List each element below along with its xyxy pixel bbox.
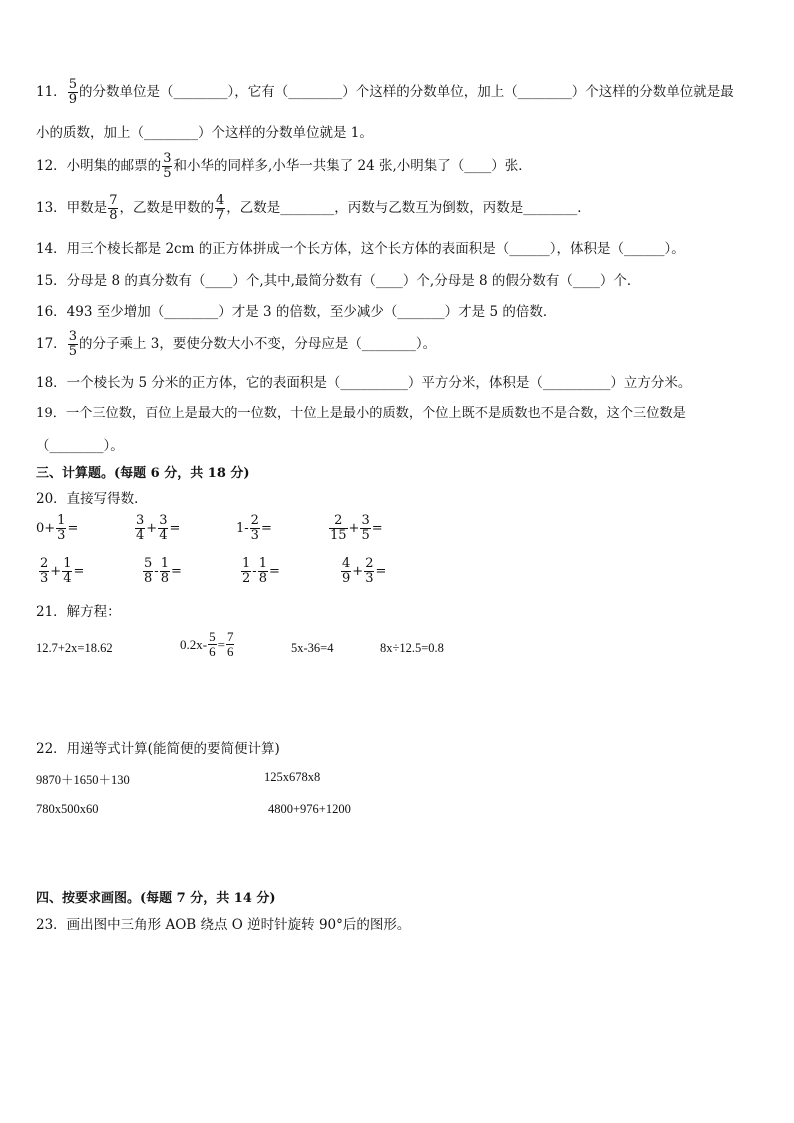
q13-lead: 13．甲数是 <box>36 200 108 216</box>
section-4-heading: 四、按要求画图。(每题 7 分，共 14 分) <box>36 891 276 906</box>
q21-equation-4: 8x÷12.5=0.8 <box>380 641 444 655</box>
question-16: 16．493 至少增加（________）才是 3 的倍数，至少减少（_______）才是 5 的倍数． <box>36 304 557 320</box>
section-3-heading: 三、计算题。(每题 6 分，共 18 分) <box>36 466 250 481</box>
q22-calc-3: 780x500x60 <box>36 802 99 816</box>
question-15: 15．分母是 8 的真分数有（____）个,其中,最简分数有（____）个,分母是 8 的假分数有（____）个． <box>36 273 641 289</box>
q11-text: 的分数单位是（________），它有（________）个这样的分数单位，加上（________）个这样的分数单位就是最 <box>78 84 734 100</box>
question-20-title: 20．直接写得数． <box>36 491 148 507</box>
question-18: 18．一个棱长为 5 分米的正方体，它的表面积是（__________）平方分米，体积是（__________）立方分米。 <box>36 375 692 391</box>
q12-fraction: $\frac{3}{5}$ <box>163 151 172 181</box>
question-21-title: 21．解方程： <box>36 604 121 620</box>
question-19-cont: （________）。 <box>36 438 124 454</box>
q21-equation-1: 12.7+2x=18.62 <box>36 641 113 655</box>
q20-expr-1: 0+ $\frac{1}{3}$ = <box>36 513 79 543</box>
q22-calc-2: 125x678x8 <box>264 770 321 784</box>
q20-expr-3: 1- $\frac{2}{3}$ = <box>236 513 272 543</box>
q13-text: ，乙数是________，丙数与乙数互为倒数，丙数是________． <box>226 200 591 216</box>
question-17 <box>36 330 436 359</box>
q20-expr-6: $\frac{5}{8}$ - $\frac{1}{8}$ = <box>144 556 182 586</box>
question-11-cont: 小的质数，加上（________）个这样的分数单位就是 1。 <box>36 125 373 141</box>
q21-equation-2: 0.2x- $\frac{5}{6}$ = $\frac{7}{6}$ <box>180 629 234 659</box>
question-12 <box>36 152 532 181</box>
q11-number: 11． <box>36 84 67 100</box>
q22-calc-4: 4800+976+1200 <box>268 802 351 816</box>
q20-expr-4: $\frac{2}{15}$ + $\frac{3}{5}$ = <box>330 513 383 543</box>
q13-fraction-1: $\frac{7}{8}$ <box>109 193 118 223</box>
q20-expr-5: $\frac{2}{3}$ + $\frac{1}{4}$ = <box>40 556 85 586</box>
q22-calc-1: 9870＋1650＋130 <box>36 773 130 787</box>
q20-expr-2: $\frac{3}{4}$ + $\frac{3}{4}$ = <box>136 513 181 543</box>
question-11 <box>36 78 734 107</box>
q20-expr-7: $\frac{1}{2}$ - $\frac{1}{8}$ = <box>242 556 280 586</box>
question-22-title: 22．用递等式计算(能简便的要简便计算) <box>36 741 280 757</box>
q13-fraction-2: $\frac{4}{7}$ <box>215 193 225 223</box>
question-14: 14．用三个棱长都是 2cm 的正方体拼成一个长方体，这个长方体的表面积是（______），体积是（______）。 <box>36 241 685 257</box>
question-23: 23．画出图中三角形 AOB 绕点 O 逆时针旋转 90°后的图形。 <box>36 917 411 933</box>
q17-text: 的分子乘上 3，要使分数大小不变，分母应是（________）。 <box>78 336 437 352</box>
q21-equation-3: 5x-36=4 <box>291 641 334 655</box>
question-13 <box>36 194 591 223</box>
q13-mid: ，乙数是甲数的 <box>119 200 214 216</box>
q12-text: 和小华的同样多,小华一共集了 24 张,小明集了（____）张． <box>173 158 532 174</box>
q12-lead: 12．小明集的邮票的 <box>36 158 162 174</box>
q11-fraction: $\frac{5}{9}$ <box>68 77 77 107</box>
q17-number: 17． <box>36 336 67 352</box>
question-19: 19．一个三位数，百位上是最大的一位数，十位上是最小的质数，个位上既不是质数也不是合数，这个三位数是 <box>36 406 686 421</box>
q17-fraction: $\frac{3}{5}$ <box>68 329 77 359</box>
q20-expr-8: $\frac{4}{9}$ + $\frac{2}{3}$ = <box>342 556 387 586</box>
